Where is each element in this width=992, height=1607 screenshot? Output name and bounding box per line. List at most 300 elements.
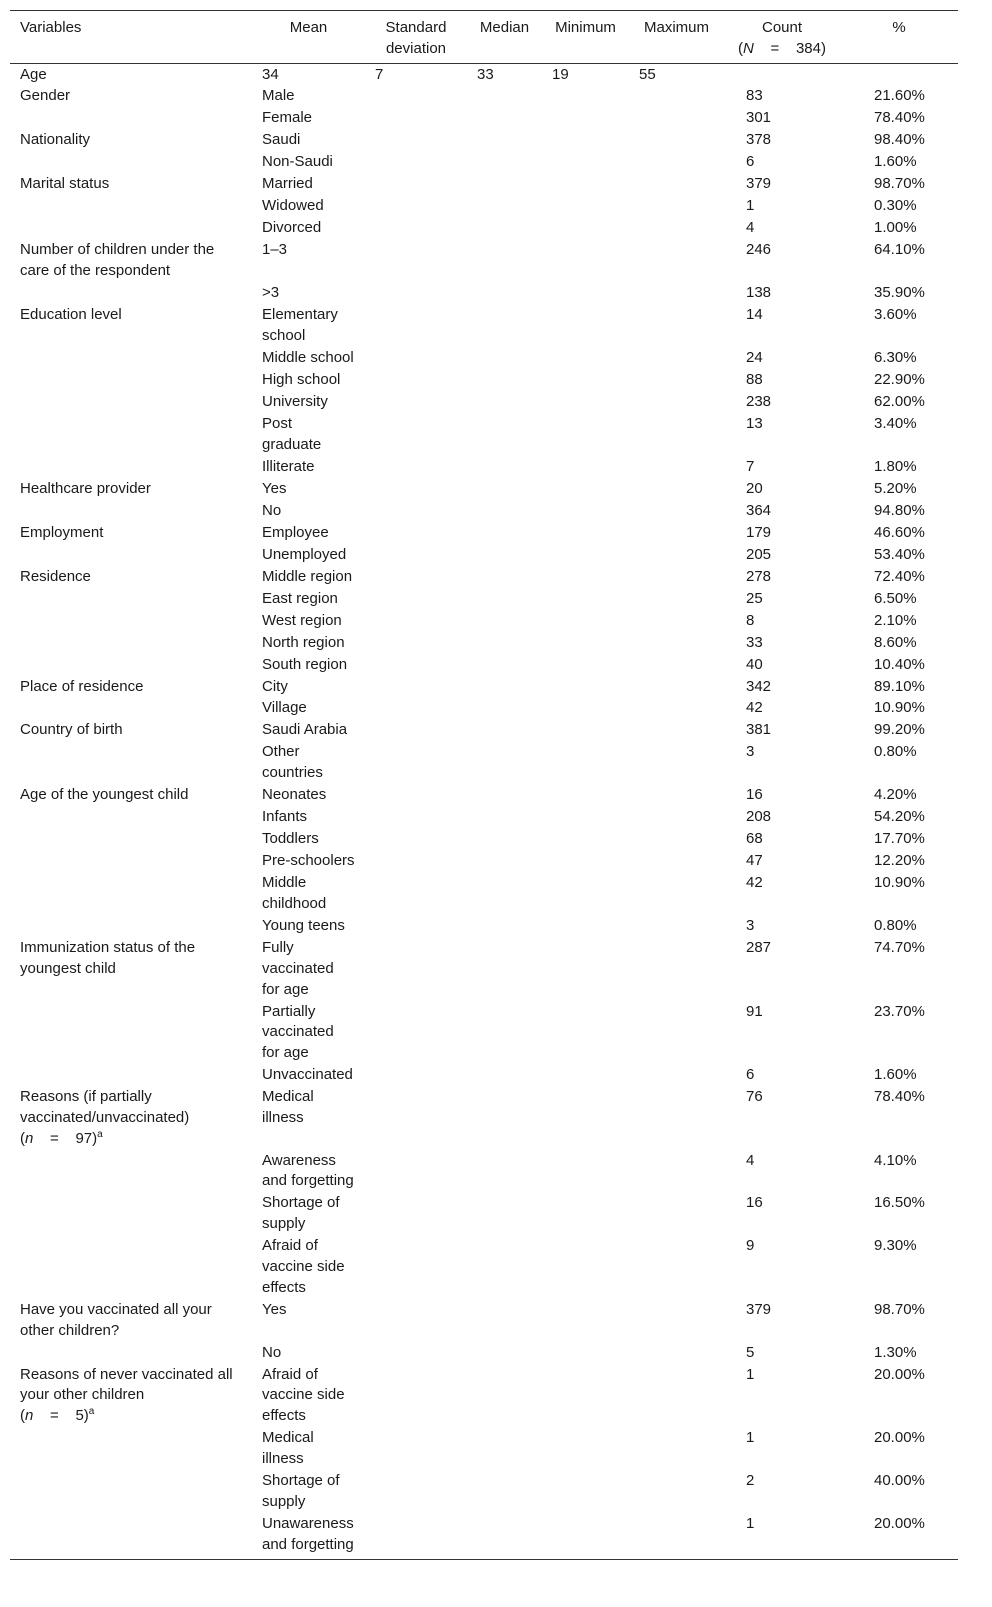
table-row <box>10 851 958 873</box>
cell-median <box>467 654 542 676</box>
cell-category: 34 <box>262 65 279 83</box>
header-sd: Standard deviation <box>365 11 467 64</box>
cell-minimum <box>542 742 629 785</box>
cell-sd <box>365 174 467 196</box>
cell-maximum <box>629 413 724 456</box>
variable-label: Country of birth <box>20 721 123 739</box>
cell-variable <box>10 1428 252 1471</box>
cell-minimum <box>542 1513 629 1560</box>
cell-count: 33 <box>746 633 763 651</box>
cell-count: 5 <box>746 1343 755 1361</box>
cell-median <box>467 196 542 218</box>
cell-maximum <box>629 698 724 720</box>
cell-maximum <box>629 196 724 218</box>
cell-minimum <box>542 108 629 130</box>
footnote-marker: a <box>88 1406 95 1418</box>
cell-sd <box>365 785 467 807</box>
cell-count: 16 <box>746 1194 763 1212</box>
cell-sd <box>365 1065 467 1087</box>
cell-variable <box>10 742 252 785</box>
cell-variable <box>10 369 252 391</box>
cell-percent: 78.40% <box>874 109 925 127</box>
cell-minimum: 19 <box>552 65 569 83</box>
cell-sd <box>365 347 467 369</box>
cell-maximum <box>629 152 724 174</box>
cell-category: Fully vaccinated for age <box>262 938 334 998</box>
cell-minimum <box>542 1428 629 1471</box>
cell-category: Yes <box>262 479 287 497</box>
cell-category: Middle childhood <box>262 874 327 912</box>
cell-maximum <box>629 283 724 305</box>
cell-minimum <box>542 347 629 369</box>
cell-count: 24 <box>746 348 763 366</box>
cell-minimum <box>542 851 629 873</box>
cell-variable <box>10 851 252 873</box>
cell-minimum <box>542 240 629 283</box>
cell-category: Afraid of vaccine side effects <box>262 1237 345 1296</box>
cell-minimum <box>542 1065 629 1087</box>
cell-minimum <box>542 654 629 676</box>
cell-count: 6 <box>746 1066 755 1084</box>
cell-variable <box>10 240 252 283</box>
cell-maximum <box>629 785 724 807</box>
table-row <box>10 174 958 196</box>
cell-count: 246 <box>746 241 772 259</box>
table-row <box>10 1065 958 1087</box>
cell-count: 9 <box>746 1237 755 1255</box>
cell-count: 25 <box>746 589 763 607</box>
cell-sd <box>365 240 467 283</box>
cell-count: 42 <box>746 699 763 717</box>
cell-median <box>467 698 542 720</box>
cell-minimum <box>542 283 629 305</box>
cell-count: 1 <box>746 1365 755 1383</box>
cell-median <box>467 108 542 130</box>
cell-median <box>467 522 542 544</box>
table-row <box>10 413 958 456</box>
cell-maximum <box>629 1236 724 1300</box>
cell-count: 42 <box>746 874 763 892</box>
cell-sd <box>365 720 467 742</box>
cell-variable <box>10 64 252 86</box>
cell-maximum <box>629 610 724 632</box>
cell-variable <box>10 1001 252 1065</box>
cell-maximum <box>629 937 724 1001</box>
cell-category: Middle school <box>262 348 354 366</box>
cell-percent: 35.90% <box>874 284 925 302</box>
cell-variable <box>10 676 252 698</box>
cell-count: 40 <box>746 655 763 673</box>
cell-percent: 64.10% <box>874 241 925 259</box>
cell-median <box>467 1513 542 1560</box>
table-row <box>10 1513 958 1560</box>
cell-percent: 20.00% <box>840 1513 958 1560</box>
cell-category: High school <box>262 370 341 388</box>
cell-percent: 0.80% <box>874 743 917 761</box>
cell-count: 88 <box>746 370 763 388</box>
variable-label: Residence <box>20 567 91 585</box>
cell-median <box>467 283 542 305</box>
cell-percent: 40.00% <box>874 1471 925 1489</box>
table-row <box>10 610 958 632</box>
cell-percent: 98.70% <box>874 175 925 193</box>
header-median: Median <box>467 11 542 64</box>
cell-median <box>467 391 542 413</box>
header-maximum: Maximum <box>629 11 724 64</box>
cell-category: Divorced <box>262 219 322 237</box>
variable-label: Reasons of never vaccinated all your other children <box>20 1365 233 1404</box>
cell-percent: 20.00% <box>874 1365 925 1383</box>
cell-percent: 17.70% <box>874 830 925 848</box>
cell-sd <box>365 391 467 413</box>
cell-percent: 0.80% <box>874 916 917 934</box>
cell-percent: 72.40% <box>874 567 925 585</box>
cell-minimum <box>542 915 629 937</box>
cell-percent: 74.70% <box>874 938 925 956</box>
cell-category: Non-Saudi <box>262 153 333 171</box>
header-row <box>10 11 958 64</box>
cell-count: 381 <box>746 721 772 739</box>
cell-category: South region <box>262 655 348 673</box>
cell-percent: 53.40% <box>874 545 925 563</box>
cell-sd <box>365 1513 467 1560</box>
cell-minimum <box>542 456 629 478</box>
cell-percent: 4.20% <box>874 786 917 804</box>
cell-count: 76 <box>746 1088 763 1106</box>
table-row <box>10 108 958 130</box>
cell-maximum <box>629 130 724 152</box>
cell-maximum <box>629 456 724 478</box>
cell-sd <box>365 369 467 391</box>
cell-minimum <box>542 413 629 456</box>
cell-minimum <box>542 1236 629 1300</box>
cell-count: 379 <box>746 175 772 193</box>
cell-percent: 10.40% <box>874 655 925 673</box>
cell-minimum <box>542 1087 629 1151</box>
cell-minimum <box>542 152 629 174</box>
cell-category: East region <box>262 589 338 607</box>
cell-sd <box>365 1428 467 1471</box>
cell-count: 68 <box>746 830 763 848</box>
cell-maximum <box>629 588 724 610</box>
table-row <box>10 1342 958 1364</box>
cell-variable <box>10 873 252 916</box>
cell-percent: 6.50% <box>874 589 917 607</box>
variable-label: Have you vaccinated all your other children? <box>20 1300 212 1339</box>
table-row <box>10 305 958 348</box>
cell-category: Elementary school <box>262 306 338 344</box>
cell-count: 14 <box>746 306 763 324</box>
table-row <box>10 240 958 283</box>
cell-variable <box>10 566 252 588</box>
cell-sd <box>365 500 467 522</box>
table-row <box>10 86 958 108</box>
cell-sd <box>365 937 467 1001</box>
variable-label: Place of residence <box>20 677 144 695</box>
cell-percent: 1.00% <box>874 219 917 237</box>
cell-category: Village <box>262 699 307 717</box>
cell-count: 91 <box>746 1002 763 1020</box>
cell-count: 13 <box>746 414 763 432</box>
table-row <box>10 347 958 369</box>
cell-category: Partially vaccinated for age <box>262 1002 334 1062</box>
cell-median <box>467 240 542 283</box>
cell-count: 16 <box>746 786 763 804</box>
variable-label: Immunization status of the youngest child <box>20 938 196 977</box>
cell-count: 3 <box>746 916 755 934</box>
cell-count: 238 <box>746 392 772 410</box>
cell-median <box>467 720 542 742</box>
cell-category: Pre-schoolers <box>262 852 355 870</box>
cell-percent: 22.90% <box>874 370 925 388</box>
cell-median <box>467 1065 542 1087</box>
cell-sd <box>365 1193 467 1236</box>
cell-minimum <box>542 522 629 544</box>
cell-percent: 12.20% <box>874 852 925 870</box>
variable-label: Employment <box>20 523 104 541</box>
cell-variable <box>10 347 252 369</box>
cell-variable <box>10 413 252 456</box>
variable-label: Healthcare provider <box>20 479 151 497</box>
cell-maximum <box>629 240 724 283</box>
cell-variable <box>10 698 252 720</box>
cell-median <box>467 456 542 478</box>
cell-minimum <box>542 873 629 916</box>
cell-category: Other countries <box>262 743 323 782</box>
table-row <box>10 522 958 544</box>
cell-variable <box>10 500 252 522</box>
cell-percent: 46.60% <box>874 523 925 541</box>
cell-variable <box>10 1150 252 1193</box>
cell-category: West region <box>262 611 342 629</box>
cell-maximum <box>629 676 724 698</box>
cell-median <box>467 1428 542 1471</box>
table-row <box>10 1236 958 1300</box>
cell-count: 379 <box>746 1300 772 1318</box>
cell-sd <box>365 1087 467 1151</box>
cell-median <box>467 1001 542 1065</box>
cell-minimum <box>542 807 629 829</box>
table-row <box>10 500 958 522</box>
cell-sd <box>365 456 467 478</box>
cell-maximum <box>629 1087 724 1151</box>
cell-maximum <box>629 720 724 742</box>
cell-minimum <box>542 1193 629 1236</box>
cell-category: Widowed <box>262 197 324 215</box>
cell-median <box>467 829 542 851</box>
cell-count: 179 <box>746 523 772 541</box>
cell-sd <box>365 873 467 916</box>
cell-percent: 21.60% <box>874 87 925 105</box>
cell-median <box>467 86 542 108</box>
cell-variable <box>10 937 252 1001</box>
cell-percent: 8.60% <box>874 633 917 651</box>
cell-category: Male <box>262 87 295 105</box>
demographics-table <box>10 10 958 1560</box>
cell-percent: 98.70% <box>874 1300 925 1318</box>
cell-count: 20 <box>746 479 763 497</box>
cell-count: 205 <box>746 545 772 563</box>
cell-minimum <box>542 1342 629 1364</box>
cell-category: City <box>262 677 288 695</box>
cell-variable <box>10 152 252 174</box>
cell-minimum <box>542 566 629 588</box>
cell-median <box>467 218 542 240</box>
table-row <box>10 720 958 742</box>
variable-label: Education level <box>20 306 122 324</box>
cell-sd <box>365 413 467 456</box>
cell-percent: 1.30% <box>874 1343 917 1361</box>
cell-variable <box>10 1513 252 1560</box>
cell-count: 342 <box>746 677 772 695</box>
cell-variable <box>10 1299 252 1342</box>
cell-sd <box>365 915 467 937</box>
cell-maximum <box>629 500 724 522</box>
cell-sd <box>365 829 467 851</box>
variable-label: Number of children under the care of the respondent <box>20 241 215 280</box>
cell-category: Post graduate <box>262 414 322 453</box>
cell-category: Awareness and forgetting <box>262 1151 354 1190</box>
cell-minimum <box>542 305 629 348</box>
cell-median <box>467 130 542 152</box>
cell-percent: 23.70% <box>874 1002 925 1020</box>
variable-label: Marital status <box>20 175 110 193</box>
cell-variable <box>10 283 252 305</box>
cell-category: Toddlers <box>262 830 319 848</box>
cell-minimum <box>542 588 629 610</box>
header-count: Count (N = 384) <box>724 11 840 64</box>
subgroup-n-symbol: n <box>25 1407 34 1425</box>
cell-variable: Reasons (if partially vaccinated/unvaccinated) (n = 97)$^a$ <box>20 1088 190 1147</box>
cell-maximum <box>629 369 724 391</box>
cell-sd <box>365 152 467 174</box>
table-row <box>10 196 958 218</box>
cell-sd <box>365 1299 467 1342</box>
cell-count: 1 <box>746 1429 755 1447</box>
cell-variable <box>10 1193 252 1236</box>
cell-maximum <box>629 851 724 873</box>
cell-category: Medical illness <box>262 1088 314 1126</box>
cell-count: 278 <box>746 567 772 585</box>
cell-category: Employee <box>262 523 329 541</box>
cell-count: 3 <box>746 743 755 761</box>
cell-variable <box>10 1470 252 1513</box>
cell-sd <box>365 1236 467 1300</box>
cell-maximum <box>629 742 724 785</box>
cell-maximum <box>629 1150 724 1193</box>
cell-percent: 89.10% <box>874 677 925 695</box>
cell-sd <box>365 1342 467 1364</box>
cell-count: 301 <box>746 109 772 127</box>
cell-minimum <box>542 478 629 500</box>
cell-maximum <box>629 1193 724 1236</box>
cell-median <box>467 1236 542 1300</box>
table-row <box>10 1428 958 1471</box>
cell-category: Married <box>262 175 313 193</box>
cell-category: 1–3 <box>262 241 288 259</box>
table-row <box>10 130 958 152</box>
cell-category: No <box>262 1343 282 1361</box>
cell-percent: 10.90% <box>874 874 925 892</box>
cell-median <box>467 347 542 369</box>
cell-median <box>467 1470 542 1513</box>
cell-median <box>467 632 542 654</box>
cell-sd <box>365 610 467 632</box>
table-row <box>10 937 958 1001</box>
cell-percent: 78.40% <box>874 1088 925 1106</box>
cell-maximum <box>629 347 724 369</box>
cell-maximum <box>629 218 724 240</box>
cell-median <box>467 152 542 174</box>
table-row <box>10 1470 958 1513</box>
cell-maximum <box>629 1428 724 1471</box>
cell-sd <box>365 108 467 130</box>
cell-percent: 2.10% <box>874 611 917 629</box>
table-container <box>10 10 958 1560</box>
cell-category: Shortage of supply <box>262 1471 340 1510</box>
cell-percent: 3.60% <box>874 306 917 324</box>
cell-variable <box>10 456 252 478</box>
table-row <box>10 152 958 174</box>
cell-sd <box>365 522 467 544</box>
table-row <box>10 873 958 916</box>
cell-minimum <box>542 698 629 720</box>
cell-median <box>467 174 542 196</box>
cell-sd <box>365 807 467 829</box>
cell-sd <box>365 218 467 240</box>
cell-sd <box>365 588 467 610</box>
cell-variable <box>10 174 252 196</box>
cell-median <box>467 500 542 522</box>
cell-maximum <box>629 108 724 130</box>
table-row <box>10 1299 958 1342</box>
cell-median <box>467 1150 542 1193</box>
cell-variable <box>10 1236 252 1300</box>
cell-category: Female <box>262 109 313 127</box>
cell-variable <box>10 915 252 937</box>
cell-count: 364 <box>746 501 772 519</box>
cell-category: No <box>262 501 282 519</box>
table-row <box>10 698 958 720</box>
cell-maximum <box>629 1513 724 1560</box>
cell-sd: 7 <box>375 65 384 83</box>
cell-category: Illiterate <box>262 457 315 475</box>
cell-percent: 6.30% <box>874 348 917 366</box>
cell-sd <box>365 1150 467 1193</box>
cell-variable <box>10 1342 252 1364</box>
cell-maximum <box>629 566 724 588</box>
table-row <box>10 64 958 86</box>
table-row <box>10 1001 958 1065</box>
table-row <box>10 1087 958 1151</box>
cell-category: Unvaccinated <box>262 1066 353 1084</box>
cell-median <box>467 305 542 348</box>
cell-maximum <box>629 174 724 196</box>
cell-maximum <box>629 1342 724 1364</box>
cell-minimum <box>542 829 629 851</box>
cell-maximum <box>629 86 724 108</box>
cell-sd <box>365 742 467 785</box>
cell-variable <box>10 108 252 130</box>
cell-category: Yes <box>262 1300 287 1318</box>
cell-category: Middle region <box>262 567 353 585</box>
table-row <box>10 566 958 588</box>
cell-sd <box>365 544 467 566</box>
cell-median <box>467 369 542 391</box>
cell-median <box>467 742 542 785</box>
cell-sd <box>365 1470 467 1513</box>
cell-maximum: 55 <box>639 65 656 83</box>
